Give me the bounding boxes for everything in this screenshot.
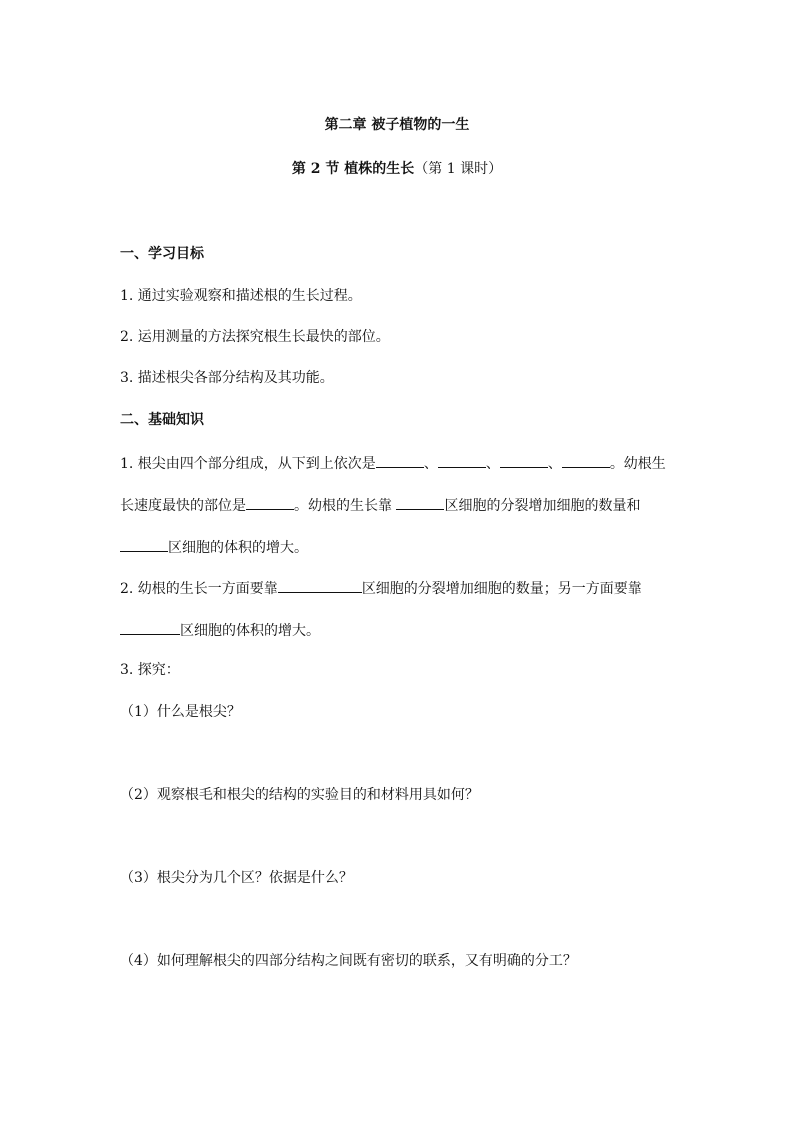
section-title-period: （第 1 课时） — [414, 161, 503, 177]
answer-blank[interactable] — [120, 620, 180, 635]
answer-blank[interactable] — [396, 495, 444, 510]
question-1-text: 。幼根生 — [609, 456, 666, 472]
answer-blank[interactable] — [438, 453, 486, 468]
question-2-line-1 — [120, 578, 642, 598]
objectives-heading: 一、学习目标 — [120, 246, 204, 262]
question-2-text: 区细胞的分裂增加细胞的数量；另一方面要靠 — [361, 581, 642, 597]
objective-item: 2. 运用测量的方法探究根生长最快的部位。 — [120, 329, 390, 345]
section-title — [0, 160, 794, 178]
answer-blank[interactable] — [562, 453, 610, 468]
question-1-line-3 — [120, 537, 308, 557]
question-1-text: 。幼根的生长靠 — [294, 498, 397, 514]
objective-item: 1. 通过实验观察和描述根的生长过程。 — [120, 288, 362, 304]
explore-question: （1）什么是根尖？ — [120, 704, 241, 720]
explore-question: （2）观察根毛和根尖的结构的实验目的和材料用具如何？ — [120, 787, 479, 803]
separator: 、 — [423, 456, 438, 472]
answer-blank[interactable] — [500, 453, 548, 468]
question-1-text: 区细胞的体积的增大。 — [168, 540, 308, 556]
basics-heading: 二、基础知识 — [120, 412, 204, 428]
separator: 、 — [485, 456, 500, 472]
answer-blank[interactable] — [246, 495, 294, 510]
answer-blank[interactable] — [376, 453, 424, 468]
chapter-title: 第二章 被子植物的一生 — [324, 117, 470, 133]
question-1-text: 1. 根尖由四个部分组成，从下到上依次是 — [120, 456, 376, 472]
answer-blank[interactable] — [120, 537, 168, 552]
question-1-line-1 — [120, 453, 666, 473]
answer-blank[interactable] — [278, 578, 362, 593]
question-1-text: 长速度最快的部位是 — [120, 498, 246, 514]
question-2-text: 区细胞的体积的增大。 — [180, 623, 320, 639]
question-1-line-2 — [120, 495, 640, 515]
objective-item: 3. 描述根尖各部分结构及其功能。 — [120, 370, 334, 386]
section-title-main: 第 2 节 植株的生长 — [291, 161, 415, 177]
explore-question: （4）如何理解根尖的四部分结构之间既有密切的联系，又有明确的分工？ — [120, 953, 577, 969]
separator: 、 — [547, 456, 562, 472]
question-2-line-2 — [120, 620, 320, 640]
explore-heading: 3. 探究： — [120, 662, 180, 678]
question-1-text: 区细胞的分裂增加细胞的数量和 — [444, 498, 641, 514]
question-2-text: 2. 幼根的生长一方面要靠 — [120, 581, 278, 597]
explore-question: （3）根尖分为几个区？依据是什么？ — [120, 870, 353, 886]
